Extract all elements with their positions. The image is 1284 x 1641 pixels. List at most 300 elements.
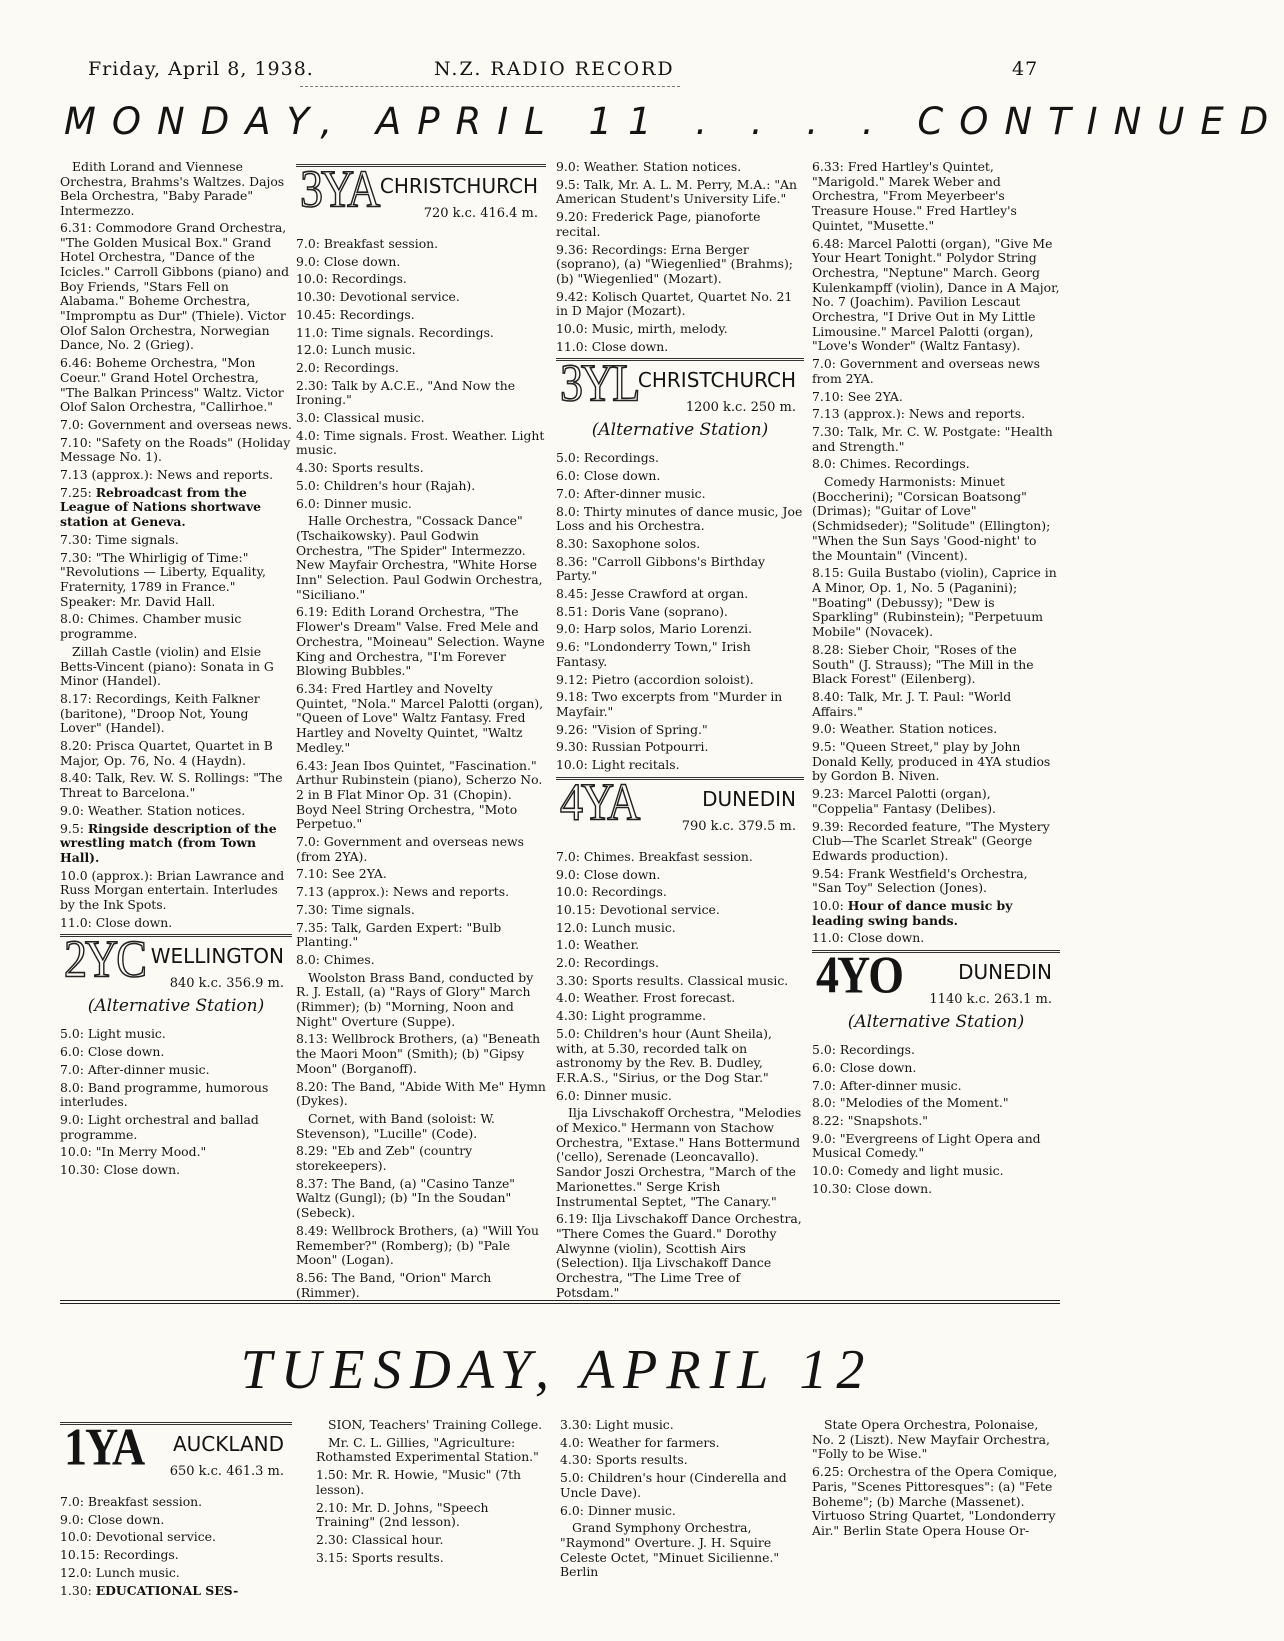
entry-time: 9.0:	[60, 1111, 84, 1127]
programme-entry	[296, 1032, 546, 1076]
entry-time: 6.0:	[296, 495, 320, 511]
entry-time: 5.0:	[560, 1470, 584, 1486]
entry-time: 8.28:	[812, 641, 844, 657]
programme-entry	[60, 645, 292, 689]
tuesday-banner: TUESDAY, APRIL 12	[240, 1339, 874, 1401]
entry-text: (approx.): News and reports.	[91, 467, 274, 483]
programme-entry	[812, 457, 1060, 472]
entry-text: Close down.	[103, 1162, 181, 1178]
programme-entry	[296, 343, 546, 358]
entry-time: 9.0:	[60, 1511, 84, 1527]
programme-entry	[296, 429, 546, 458]
entry-time: 2.30:	[316, 1531, 348, 1547]
entry-time: 8.22:	[812, 1112, 844, 1128]
entry-text: After-dinner music.	[583, 485, 706, 501]
station-city: CHRISTCHURCH	[637, 368, 796, 393]
entry-time: 7.0:	[556, 485, 580, 501]
entry-text: Harp solos, Mario Lorenzi.	[583, 621, 753, 637]
programme-entry	[296, 835, 546, 864]
programme-entry	[296, 1112, 546, 1141]
entry-time: 4.30:	[296, 460, 328, 476]
entry-time: 4.0:	[556, 990, 580, 1006]
programme-entry	[812, 1164, 1060, 1179]
monday-banner: MONDAY, APRIL 11 . . . . CONTINUED	[64, 100, 1284, 143]
entry-time: 5.0:	[60, 1026, 84, 1042]
entry-text: Weather. Station notices.	[839, 721, 998, 737]
programme-entry	[556, 673, 804, 688]
programme-entry	[812, 1079, 1060, 1094]
programme-entry	[316, 1468, 548, 1497]
programme-entry	[296, 497, 546, 512]
programme-entry	[296, 605, 546, 679]
programme-entry	[812, 1114, 1060, 1129]
entry-text: Chimes. Recordings.	[839, 456, 970, 472]
entry-text: Wellbrock Brothers, (a) "Will You Remember?" (Romberg); (b) "Pale Moon" (Logan).	[296, 1222, 539, 1268]
entry-text: Weather. Station notices.	[87, 802, 246, 818]
entry-time: 11.0:	[296, 324, 328, 340]
entry-time: 8.0:	[812, 456, 836, 472]
magazine-title: N.Z. RADIO RECORD	[434, 58, 675, 80]
entry-text: Band programme, humorous interludes.	[60, 1079, 269, 1110]
entry-time: 10.30:	[60, 1162, 100, 1178]
entry-text: Boheme Orchestra, "Mon Coeur." Grand Hotel Orchestra, "The Balkan Princess" Waltz. Victor Olof Salon Orchestra, "Callirhoe."	[60, 355, 284, 415]
column-2	[296, 159, 546, 1300]
column-4	[812, 160, 1060, 1280]
programme-entry	[556, 885, 804, 900]
entry-text: (approx.): Brian Lawrance and Russ Morgan entertain. Interludes by the Ink Spots.	[60, 867, 285, 913]
entry-time: 1.30:	[60, 1582, 92, 1598]
entry-time: 9.23:	[812, 786, 844, 802]
entry-time: 6.34:	[296, 680, 328, 696]
entry-time: 8.36:	[556, 553, 588, 569]
entry-text: Wellbrock Brothers, (a) "Beneath the Maori Moon" (Smith); (b) "Gipsy Moon" (Borganoff).	[296, 1031, 541, 1076]
programme-entry	[296, 411, 546, 426]
issue-date: Friday, April 8, 1938.	[88, 58, 314, 80]
entry-text: Cornet, with Band (soloist: W. Stevenson), "Lucille" (Code).	[296, 1110, 495, 1141]
entry-text: Pietro (accordion soloist).	[591, 671, 754, 687]
entry-text: Recordings.	[331, 271, 407, 287]
entry-text: Fred Hartley's Quintet, "Marigold." Marek Weber and Orchestra, "From Meyerbeer's Treasure House." Fred Hartley's Quintet, "Musette."	[812, 159, 1017, 233]
programme-entry	[296, 461, 546, 476]
programme-entry	[556, 991, 804, 1006]
entry-time: 7.30:	[60, 531, 92, 547]
entry-text: Close down.	[323, 253, 401, 269]
programme-entry	[812, 1418, 1060, 1462]
entry-text: Rebroadcast from the League of Nations shortwave station at Geneva.	[60, 484, 262, 530]
programme-entry	[60, 1081, 292, 1110]
entry-time: 8.40:	[60, 770, 92, 786]
entry-time: 6.0:	[812, 1059, 836, 1075]
entry-text: Orchestra of the Opera Comique, Paris, "Scenes Pittoresques": (a) "Fete Boheme"; (b) Marche (Massenet). Virtuoso String Quartet, "Londonderry Air." Berlin State Opera House Or-	[812, 1464, 1058, 1538]
entry-text: Guila Bustabo (violin), Caprice in A Minor, Op. 1, No. 5 (Paganini); "Boating" (Debussy); "Dew is Sparkling" (Rubinstein); "Perpetuum Mobile" (Novacek).	[812, 565, 1057, 640]
entry-time: 8.29:	[296, 1143, 328, 1159]
entry-text: Recordings.	[103, 1547, 179, 1563]
entry-text: The Band, "Abide With Me" Hymn (Dykes).	[296, 1078, 546, 1109]
entry-text: (approx.): News and reports.	[843, 406, 1026, 422]
entry-text: "Carroll Gibbons's Birthday Party."	[556, 553, 765, 584]
entry-time: 12.0:	[60, 1564, 92, 1580]
station-city: DUNEDIN	[958, 960, 1052, 985]
column-1	[60, 160, 292, 1280]
entry-time: 6.0:	[60, 1044, 84, 1060]
entry-text: The Band, (a) "Casino Tanze" Waltz (Gungl); (b) "In the Soudan" (Sebeck).	[296, 1175, 516, 1221]
programme-entry	[296, 479, 546, 494]
entry-time: 5.0:	[556, 1025, 580, 1041]
entry-text: Talk, Garden Expert: "Bulb Planting."	[296, 919, 502, 950]
entry-text: Recordings.	[839, 1042, 915, 1058]
entry-text: Time signals.	[95, 531, 179, 547]
entry-text: Edith Lorand Orchestra, "The Flower's Dream" Valse. Fred Mele and Orchestra, "Moineau" Selection. Wayne King and Orchestra, "I'm Forever Blowing Bubbles."	[296, 604, 545, 679]
entry-text: Mr. D. Johns, "Speech Training" (2nd lesson).	[316, 1499, 489, 1530]
entry-time: 5.0:	[556, 450, 580, 466]
entry-time: 10.0:	[812, 1163, 844, 1179]
entry-text: Close down.	[95, 914, 173, 930]
entry-time: 3.30:	[556, 972, 588, 988]
entry-time: 2.0:	[296, 359, 320, 375]
station-frequency: 1140 k.c. 263.1 m.	[929, 992, 1052, 1008]
entry-text: Close down.	[87, 1511, 165, 1527]
programme-entry	[812, 820, 1060, 864]
entry-text: Chimes.	[323, 951, 375, 967]
programme-entry	[812, 867, 1060, 896]
entry-text: Light music.	[87, 1026, 166, 1042]
entry-text: Sieber Choir, "Roses of the South" (J. Strauss); "The Mill in the Black Forest" (Eilenberg).	[812, 641, 1034, 687]
station-header	[812, 945, 1060, 1033]
entry-text: Recordings.	[591, 884, 667, 900]
entry-time: 6.0:	[556, 468, 580, 484]
programme-entry	[556, 487, 804, 502]
programme-entry	[812, 690, 1060, 719]
entry-time: 6.31:	[60, 219, 92, 235]
entry-time: 3.30:	[560, 1417, 592, 1432]
programme-entry	[556, 868, 804, 883]
programme-entry	[316, 1501, 548, 1530]
station-header	[556, 353, 804, 441]
entry-text: Talk, Rev. W. S. Rollings: "The Threat to Barcelona."	[60, 770, 283, 801]
entry-time: 8.30:	[556, 535, 588, 551]
entry-text: Close down.	[839, 1059, 917, 1075]
entry-time: 8.51:	[556, 603, 588, 619]
entry-time: 9.20:	[556, 209, 588, 225]
programme-entry	[296, 885, 546, 900]
station-frequency: 840 k.c. 356.9 m.	[169, 976, 284, 992]
station-subtitle: (Alternative Station)	[87, 996, 265, 1017]
entry-text: State Opera Orchestra, Polonaise, No. 2 (Liszt). New Mayfair Orchestra, "Folly to be Wise."	[812, 1417, 1050, 1462]
entry-text: "Eb and Zeb" (country storekeepers).	[296, 1143, 473, 1174]
entry-time: 8.0:	[812, 1095, 836, 1111]
programme-entry	[812, 1465, 1060, 1539]
entry-time: 7.10:	[812, 388, 844, 404]
entry-text: Comedy Harmonists: Minuet (Boccherini); "Corsican Boatsong" (Drimas); "Guitar of Love" (Schmidseder); "Solitude" (Ellington); "When the Sun Says 'Good-night' to the Mountain" (Vincent).	[812, 474, 1051, 563]
entry-time: 10.45:	[296, 306, 336, 322]
entry-text: "Vision of Spring."	[591, 721, 708, 737]
tuesday-column-2	[316, 1418, 548, 1636]
programme-entry	[812, 566, 1060, 640]
programme-entry	[560, 1418, 800, 1433]
programme-entry	[296, 361, 546, 376]
entry-text: Ilja Livschakoff Orchestra, "Melodies of Mexico." Hermann von Stachow Orchestra, "Extase." Hans Bottermund ('cello), Serenade (Leoncavallo). Sandor Joszi Orchestra, "March of the Marionettes." Serge Krish Instrumental Septet, "The Canary."	[556, 1105, 802, 1209]
entry-text: "Safety on the Roads" (Holiday Message No. 1).	[60, 434, 291, 465]
programme-entry	[556, 451, 804, 466]
entry-text: "The Whirligig of Time:" "Revolutions — Liberty, Equality, Fraternity, 1789 in France." Speaker: Mr. David Hall.	[60, 549, 266, 609]
entry-time: 3.0:	[296, 410, 320, 426]
entry-time: 5.0:	[812, 1042, 836, 1058]
programme-entry	[556, 587, 804, 602]
entry-time: 9.36:	[556, 241, 588, 257]
programme-entry	[60, 869, 292, 913]
entry-time: 8.20:	[296, 1078, 328, 1094]
station-callsign: 3YL	[560, 353, 639, 413]
entry-time: 6.19:	[556, 1211, 588, 1227]
programme-entry	[556, 1212, 804, 1300]
tuesday-column-4	[812, 1418, 1060, 1636]
programme-entry	[296, 1080, 546, 1109]
entry-time: 9.0:	[812, 1130, 836, 1146]
programme-entry	[296, 867, 546, 882]
entry-text: Talk by A.C.E., "And Now the Ironing."	[296, 377, 516, 408]
entry-time: 11.0:	[812, 930, 844, 946]
entry-time: 2.0:	[556, 955, 580, 971]
entry-text: "Melodies of the Moment."	[839, 1095, 1009, 1111]
header-rule	[300, 86, 680, 87]
section-divider	[60, 1300, 1060, 1304]
entry-text: Chimes. Chamber music programme.	[60, 611, 242, 642]
entry-time: 4.30:	[556, 1008, 588, 1024]
entry-text: "Queen Street," play by John Donald Kelly, produced in 4YA studios by Gordon B. Niven.	[812, 739, 1051, 784]
programme-entry	[296, 1224, 546, 1268]
entry-text: "Evergreens of Light Opera and Musical Comedy."	[812, 1130, 1041, 1161]
entry-text: Dinner music.	[583, 1087, 672, 1103]
entry-text: Frederick Page, pianoforte recital.	[556, 209, 761, 239]
programme-entry	[296, 237, 546, 252]
entry-time: 9.6:	[556, 639, 580, 655]
programme-entry	[60, 436, 292, 465]
entry-text: Chimes. Breakfast session.	[583, 848, 753, 864]
entry-time: 5.0:	[296, 477, 320, 493]
column-3	[556, 159, 804, 1300]
programme-entry	[556, 622, 804, 637]
entry-time: 7.10:	[296, 866, 328, 882]
entry-time: 6.43:	[296, 757, 328, 773]
station-callsign: 2YC	[64, 929, 145, 989]
programme-entry	[60, 1584, 292, 1599]
entry-time: 6.19:	[296, 604, 328, 620]
station-subtitle: (Alternative Station)	[591, 420, 769, 441]
entry-text: Sports results.	[351, 1549, 444, 1565]
entry-text: Government and overseas news (from 2YA).	[296, 834, 525, 864]
entry-text: Light music.	[595, 1417, 674, 1432]
programme-entry	[296, 1271, 546, 1300]
programme-entry	[556, 605, 804, 620]
entry-time: 10.30:	[296, 289, 336, 305]
entry-text: After-dinner music.	[87, 1061, 210, 1077]
programme-entry	[60, 692, 292, 736]
entry-text: Recordings.	[339, 306, 415, 322]
entry-text: Devotional service.	[339, 289, 460, 305]
entry-time: 9.30:	[556, 739, 588, 755]
entry-text: Recordings.	[583, 955, 659, 971]
programme-entry	[812, 390, 1060, 405]
station-header	[296, 159, 546, 227]
entry-text: Lunch music.	[591, 919, 676, 935]
programme-entry	[812, 425, 1060, 454]
entry-text: See 2YA.	[847, 388, 903, 404]
programme-entry	[316, 1533, 548, 1548]
programme-entry	[296, 759, 546, 833]
entry-text: Close down.	[591, 338, 669, 354]
station-city: WELLINGTON	[150, 944, 284, 969]
entry-time: 8.0:	[556, 503, 580, 519]
entry-text: Recordings.	[583, 450, 659, 466]
programme-entry	[556, 903, 804, 918]
programme-entry	[556, 290, 804, 319]
entry-text: Sports results.	[595, 1452, 688, 1468]
entry-time: 10.15:	[60, 1547, 100, 1563]
programme-entry	[296, 255, 546, 270]
entry-text: Talk, Mr. J. T. Paul: "World Affairs."	[812, 688, 1012, 719]
programme-entry	[60, 1163, 292, 1178]
entry-time: 8.0:	[60, 611, 84, 627]
entry-text: Devotional service.	[599, 901, 720, 917]
programme-entry	[812, 643, 1060, 687]
programme-entry	[60, 1495, 292, 1510]
entry-time: 9.0:	[556, 159, 580, 174]
entry-text: Talk, Mr. C. W. Postgate: "Health and Strength."	[812, 423, 1053, 454]
entry-time: 9.42:	[556, 288, 588, 304]
entry-text: Dinner music.	[323, 495, 412, 511]
entry-text: Sports results.	[331, 460, 424, 476]
programme-entry	[556, 740, 804, 755]
entry-time: 6.25:	[812, 1464, 844, 1480]
entry-time: 9.5:	[60, 820, 84, 836]
entry-text: Marcel Palotti (organ), "Give Me Your Heart Tonight." Polydor String Orchestra, "Neptune" March. Georg Kulenkampff (violin), Dance in A Major, No. 7 (Joachim). Pavilion Lescaut Orchestra, "I Drive Out in My Little Limousine." Marcel Palotti (organ), "Love's Wonder" (Waltz Fantasy).	[812, 235, 1060, 354]
entry-text: Frank Westfield's Orchestra, "San Toy" Selection (Jones).	[812, 865, 1028, 896]
entry-text: After-dinner music.	[839, 1077, 962, 1093]
programme-entry	[60, 1145, 292, 1160]
entry-time: 9.5:	[556, 176, 580, 192]
entry-text: Prisca Quartet, Quartet in B Major, Op. 76, No. 4 (Haydn).	[60, 738, 273, 768]
entry-text: Children's hour (Rajah).	[323, 477, 476, 493]
entry-text: Music, mirth, melody.	[591, 321, 728, 337]
entry-text: Time signals. Frost. Weather. Light music.	[296, 427, 545, 458]
programme-entry	[296, 308, 546, 323]
entry-text: Government and overseas news from 2YA.	[812, 356, 1041, 386]
programme-entry	[296, 379, 546, 408]
programme-entry	[296, 971, 546, 1030]
entry-time: 8.40:	[812, 688, 844, 704]
entry-time: 2.30:	[296, 377, 328, 393]
programme-entry	[60, 739, 292, 768]
programme-entry	[556, 469, 804, 484]
entry-text: Close down.	[583, 468, 661, 484]
programme-entry	[60, 1530, 292, 1545]
station-header	[556, 771, 804, 840]
station-callsign: 3YA	[300, 159, 379, 218]
programme-entry	[556, 850, 804, 865]
programme-entry	[556, 210, 804, 239]
entry-time: 7.30:	[812, 423, 844, 439]
entry-time: 7.30:	[60, 549, 92, 565]
entry-text: Classical hour.	[351, 1531, 444, 1547]
entry-text: Devotional service.	[95, 1529, 216, 1545]
programme-entry	[60, 486, 292, 530]
tuesday-column-3	[560, 1418, 800, 1636]
programme-entry	[812, 1132, 1060, 1161]
programme-entry	[560, 1504, 800, 1519]
entry-text: Weather for farmers.	[587, 1434, 720, 1450]
entry-time: 4.0:	[560, 1434, 584, 1450]
entry-time: 7.0:	[60, 1494, 84, 1509]
station-frequency: 720 k.c. 416.4 m.	[423, 206, 538, 221]
entry-text: Recordings: Erna Berger (soprano), (a) "Wiegenlied" (Brahms); (b) "Wiegenlied" (Mozart).	[556, 241, 793, 286]
entry-text: Government and overseas news.	[87, 416, 292, 432]
entry-text: Kolisch Quartet, Quartet No. 21 in D Major (Mozart).	[556, 288, 793, 319]
programme-entry	[556, 938, 804, 953]
entry-time: 2.10:	[316, 1499, 348, 1515]
entry-text: Light orchestral and ballad programme.	[60, 1111, 259, 1142]
entry-text: Talk, Mr. A. L. M. Perry, M.A.: "An American Student's University Life."	[556, 176, 797, 207]
entry-time: 9.0:	[812, 721, 836, 737]
programme-entry	[812, 722, 1060, 737]
entry-time: 10.0:	[296, 271, 328, 287]
programme-entry	[60, 1513, 292, 1528]
entry-text: Lunch music.	[331, 342, 416, 358]
programme-entry	[316, 1436, 548, 1465]
entry-time: 3.15:	[316, 1549, 348, 1565]
entry-time: 1.50:	[316, 1467, 348, 1483]
programme-entry: Edith Lorand and Viennese Orchestra, Brahms's Waltzes. Dajos Bela Orchestra, "Baby Parade" Intermezzo.	[60, 159, 285, 219]
entry-time: 7.13	[60, 467, 88, 483]
entry-time: 4.30:	[560, 1452, 592, 1468]
programme-entry	[60, 771, 292, 800]
entry-time: 7.0:	[296, 834, 320, 850]
programme-entry	[556, 723, 804, 738]
entry-time: 7.0:	[60, 1061, 84, 1077]
station-callsign: 4YO	[816, 945, 902, 1004]
entry-time: 7.10:	[60, 434, 92, 450]
entry-text: EDUCATIONAL SES-	[95, 1582, 239, 1598]
programme-entry	[560, 1521, 800, 1580]
entry-text: Close down.	[87, 1044, 165, 1060]
entry-text: Children's hour (Cinderella and Uncle Dave).	[560, 1470, 787, 1500]
entry-text: Sports results. Classical music.	[591, 972, 789, 988]
programme-entry	[560, 1436, 800, 1451]
entry-time: 7.13	[296, 884, 324, 900]
programme-entry	[812, 787, 1060, 816]
programme-entry	[296, 953, 546, 968]
entry-time: 6.0:	[560, 1502, 584, 1518]
programme-entry	[60, 533, 292, 548]
entry-time: 10.0:	[556, 884, 588, 900]
entry-time: 4.0:	[296, 427, 320, 443]
entry-time: 7.0:	[812, 1077, 836, 1093]
entry-time: 10.0:	[556, 321, 588, 337]
entry-time: 11.0:	[60, 914, 92, 930]
entry-text: Light recitals.	[591, 757, 680, 773]
programme-entry	[812, 1043, 1060, 1058]
station-city: CHRISTCHURCH	[379, 174, 538, 198]
entry-text: SION, Teachers' Training College.	[328, 1417, 543, 1432]
programme-entry	[556, 690, 804, 719]
programme-entry	[296, 903, 546, 918]
programme-entry	[296, 1144, 546, 1173]
station-header	[60, 929, 292, 1017]
programme-entry	[812, 475, 1060, 563]
entry-time: 12.0:	[296, 342, 328, 358]
entry-time: 7.0:	[296, 236, 320, 251]
entry-time: 11.0:	[556, 338, 588, 354]
station-callsign: 1YA	[64, 1417, 144, 1476]
